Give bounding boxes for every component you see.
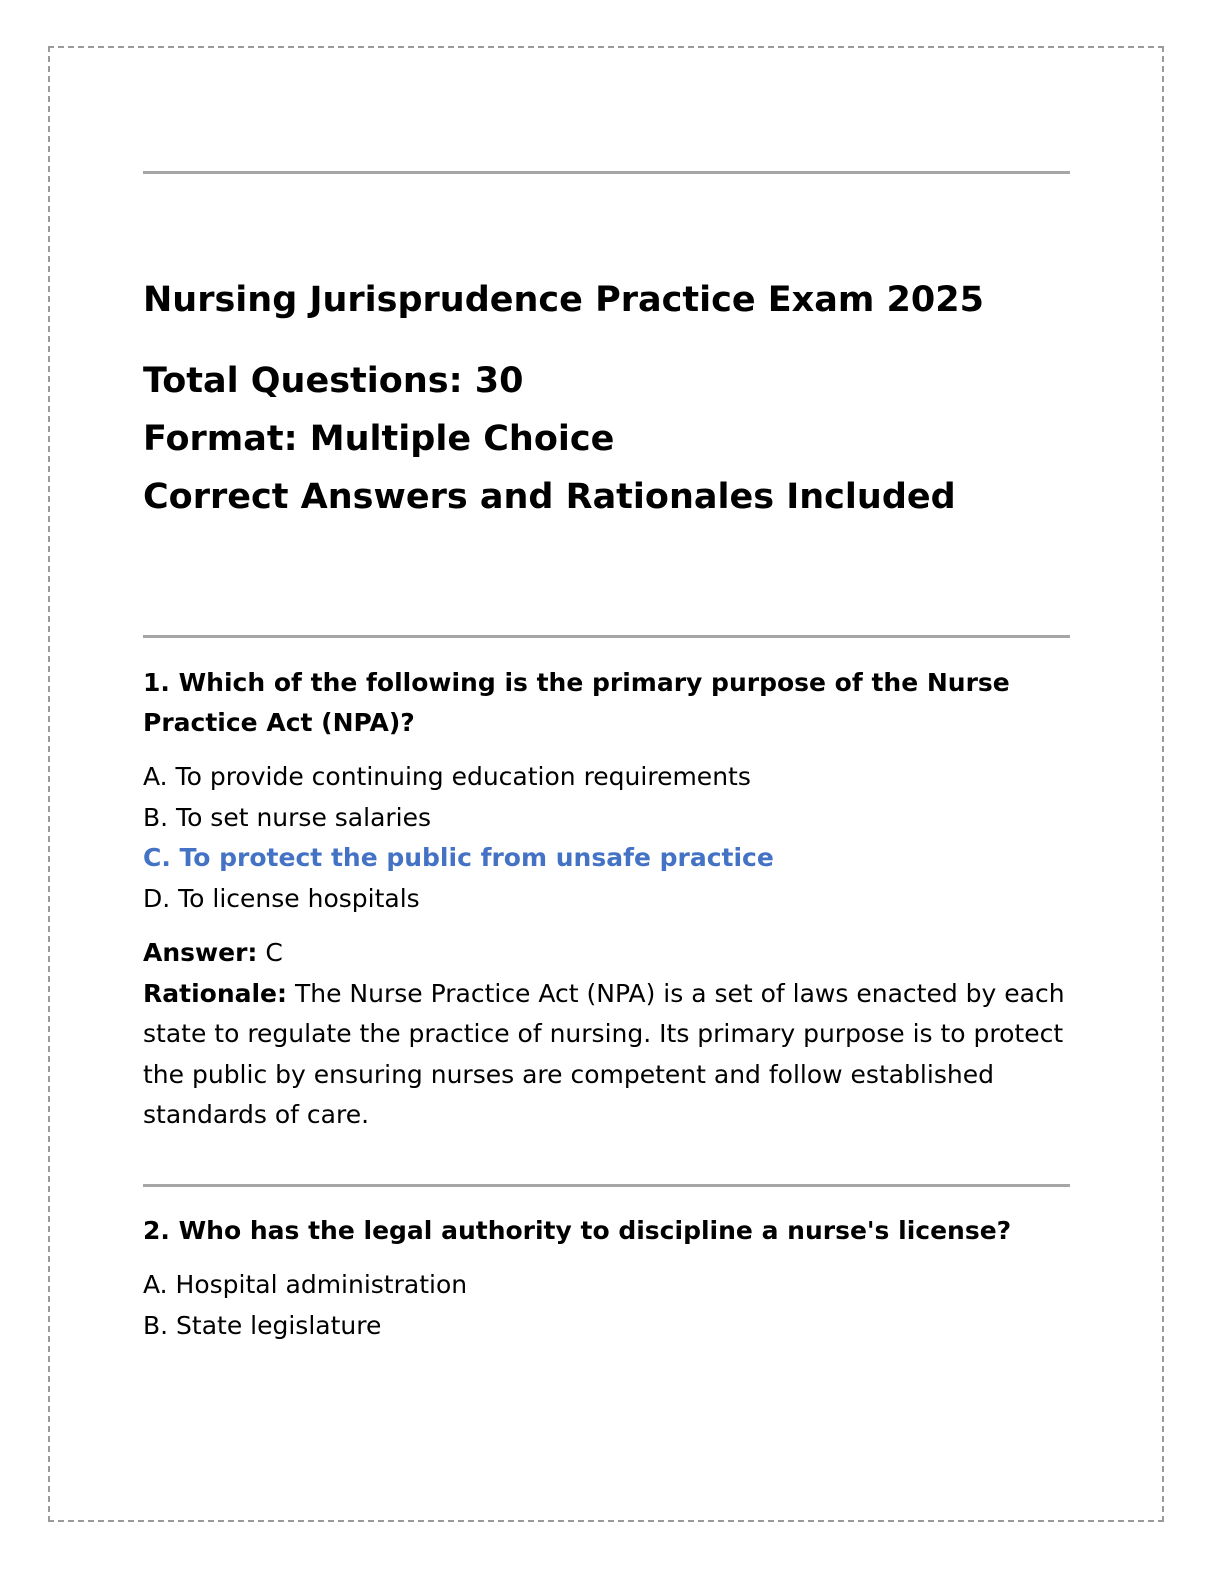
answer-rationale	[143, 933, 1070, 1136]
option-a: A. To provide continuing education requirements	[143, 762, 751, 791]
option-b: B. State legislature	[143, 1310, 382, 1340]
answer-label: Answer:	[143, 938, 258, 967]
answer-value: C	[265, 938, 283, 967]
document-title: Nursing Jurisprudence Practice Exam 2025	[143, 280, 984, 320]
answer-line	[143, 933, 1070, 974]
question-text: 2. Who has the legal authority to discipline a nurse's license?	[143, 1216, 1012, 1245]
option-d: D. To license hospitals	[143, 883, 420, 913]
question-1	[143, 663, 1070, 1136]
total-questions: Total Questions: 30	[143, 361, 524, 401]
divider-top	[143, 171, 1070, 174]
option-a: A. Hospital administration	[143, 1270, 468, 1299]
rationale-text: The Nurse Practice Act (NPA) is a set of laws enacted by each state to regulate the practice of nursing. Its primary purpose is to protect the public by ensuring nurses are competent and follow established standards of care.	[143, 978, 1065, 1129]
question-text: 1. Which of the following is the primary purpose of the Nurse Practice Act (NPA)?	[143, 668, 1010, 737]
divider-before-q1	[143, 635, 1070, 638]
question-2	[143, 1211, 1070, 1346]
title-block	[143, 278, 984, 526]
option-c-correct: C. To protect the public from unsafe practice	[143, 843, 774, 872]
rationale-paragraph	[143, 974, 1070, 1136]
answers-note: Correct Answers and Rationales Included	[143, 477, 956, 517]
rationale-label: Rationale:	[143, 978, 288, 1008]
option-b: B. To set nurse salaries	[143, 802, 432, 832]
divider-before-q2	[143, 1184, 1070, 1187]
exam-format: Format: Multiple Choice	[143, 419, 615, 459]
